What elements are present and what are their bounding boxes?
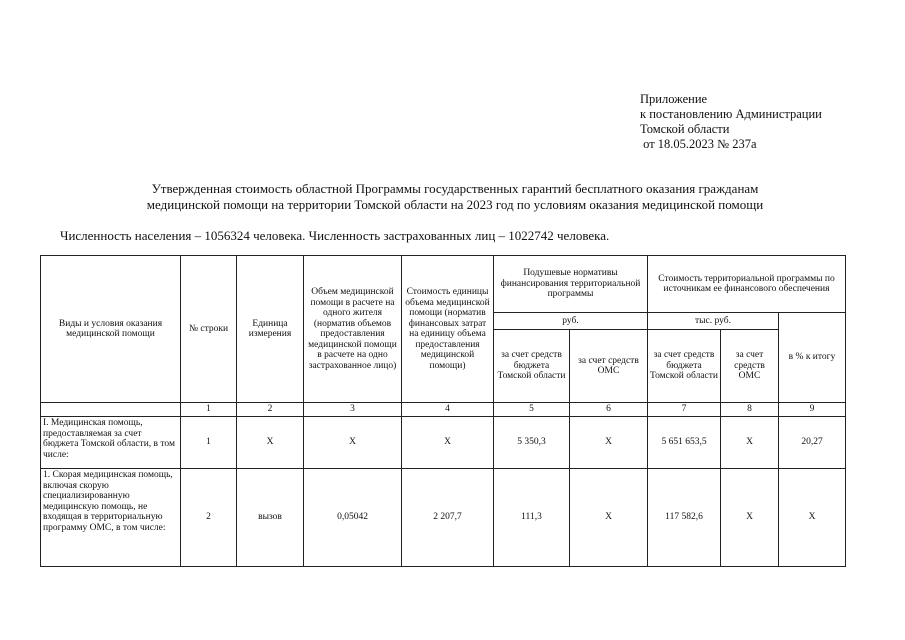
row-number: 2 xyxy=(181,469,237,567)
row-volume: 0,05042 xyxy=(304,469,402,567)
header-volume: Объем медицинской помощи в расчете на одного жителя (норматив объемов предоставления медицинской помощи в расчете на одно застрахованное лицо) xyxy=(304,256,402,403)
table-row xyxy=(41,469,846,567)
header-budget-cost: за счет средств бюджета Томской области xyxy=(648,330,721,403)
header-percent: в % к итогу xyxy=(779,313,846,403)
appendix-note xyxy=(640,92,822,152)
document-title xyxy=(60,181,850,213)
header-per-capita: Подушевые нормативы финансирования территориальной программы xyxy=(494,256,648,313)
column-number-cell: 8 xyxy=(721,403,779,417)
row-budget-cost: 117 582,6 xyxy=(648,469,721,567)
row-oms-cost: Х xyxy=(721,469,779,567)
title-line: Утвержденная стоимость областной Программы государственных гарантий бесплатного оказания гражданам xyxy=(151,181,759,196)
header-budget-per-capita: за счет средств бюджета Томской области xyxy=(494,330,570,403)
row-oms-per-capita: Х xyxy=(570,417,648,469)
column-number-cell: 2 xyxy=(237,403,304,417)
column-number-cell: 5 xyxy=(494,403,570,417)
row-percent: 20,27 xyxy=(779,417,846,469)
population-text: Численность населения – 1056324 человека. Численность застрахованных лиц – 1022742 человека. xyxy=(60,228,610,243)
appendix-line: к постановлению Администрации xyxy=(640,107,822,121)
row-volume: Х xyxy=(304,417,402,469)
row-oms-per-capita: Х xyxy=(570,469,648,567)
row-description: 1. Скорая медицинская помощь, включая скорую специализированную медицинскую помощь, не входящая в территориальную программу ОМС, в том числе: xyxy=(41,469,181,567)
column-number-cell: 3 xyxy=(304,403,402,417)
header-kind: Виды и условия оказания медицинской помощи xyxy=(41,256,181,403)
column-number-cell xyxy=(41,403,181,417)
row-unit: Х xyxy=(237,417,304,469)
header-program-cost: Стоимость территориальной программы по источникам ее финансового обеспечения xyxy=(648,256,846,313)
row-budget-per-capita: 5 350,3 xyxy=(494,417,570,469)
title-line: медицинской помощи на территории Томской области на 2023 год по условиям оказания медицинской помощи xyxy=(146,197,764,212)
column-number-cell: 4 xyxy=(402,403,494,417)
row-unit: вызов xyxy=(237,469,304,567)
header-unit: Единица измерения xyxy=(237,256,304,403)
column-number-cell: 1 xyxy=(181,403,237,417)
column-number-cell: 7 xyxy=(648,403,721,417)
header-oms-per-capita: за счет средств ОМС xyxy=(570,330,648,403)
row-budget-per-capita: 111,3 xyxy=(494,469,570,567)
row-unit-cost: Х xyxy=(402,417,494,469)
table-row xyxy=(41,417,846,469)
row-description: I. Медицинская помощь, предоставляемая за счет бюджета Томской области, в том числе: xyxy=(41,417,181,469)
header-unit-thousand-rub: тыс. руб. xyxy=(648,313,779,330)
row-budget-cost: 5 651 653,5 xyxy=(648,417,721,469)
appendix-line: от 18.05.2023 № 237а xyxy=(640,137,757,151)
appendix-line: Приложение xyxy=(640,92,708,106)
row-unit-cost: 2 207,7 xyxy=(402,469,494,567)
header-row-number: № строки xyxy=(181,256,237,403)
row-oms-cost: Х xyxy=(721,417,779,469)
column-number-row xyxy=(41,403,846,417)
appendix-line: Томской области xyxy=(640,122,730,136)
row-percent: Х xyxy=(779,469,846,567)
row-number: 1 xyxy=(181,417,237,469)
header-oms-cost: за счет средств ОМС xyxy=(721,330,779,403)
column-number-cell: 9 xyxy=(779,403,846,417)
column-number-cell: 6 xyxy=(570,403,648,417)
cost-table xyxy=(40,255,846,567)
header-unit-cost: Стоимость единицы объема медицинской помощи (норматив финансовых затрат на единицу объема предоставления медицинской помощи) xyxy=(402,256,494,403)
header-unit-rub: руб. xyxy=(494,313,648,330)
